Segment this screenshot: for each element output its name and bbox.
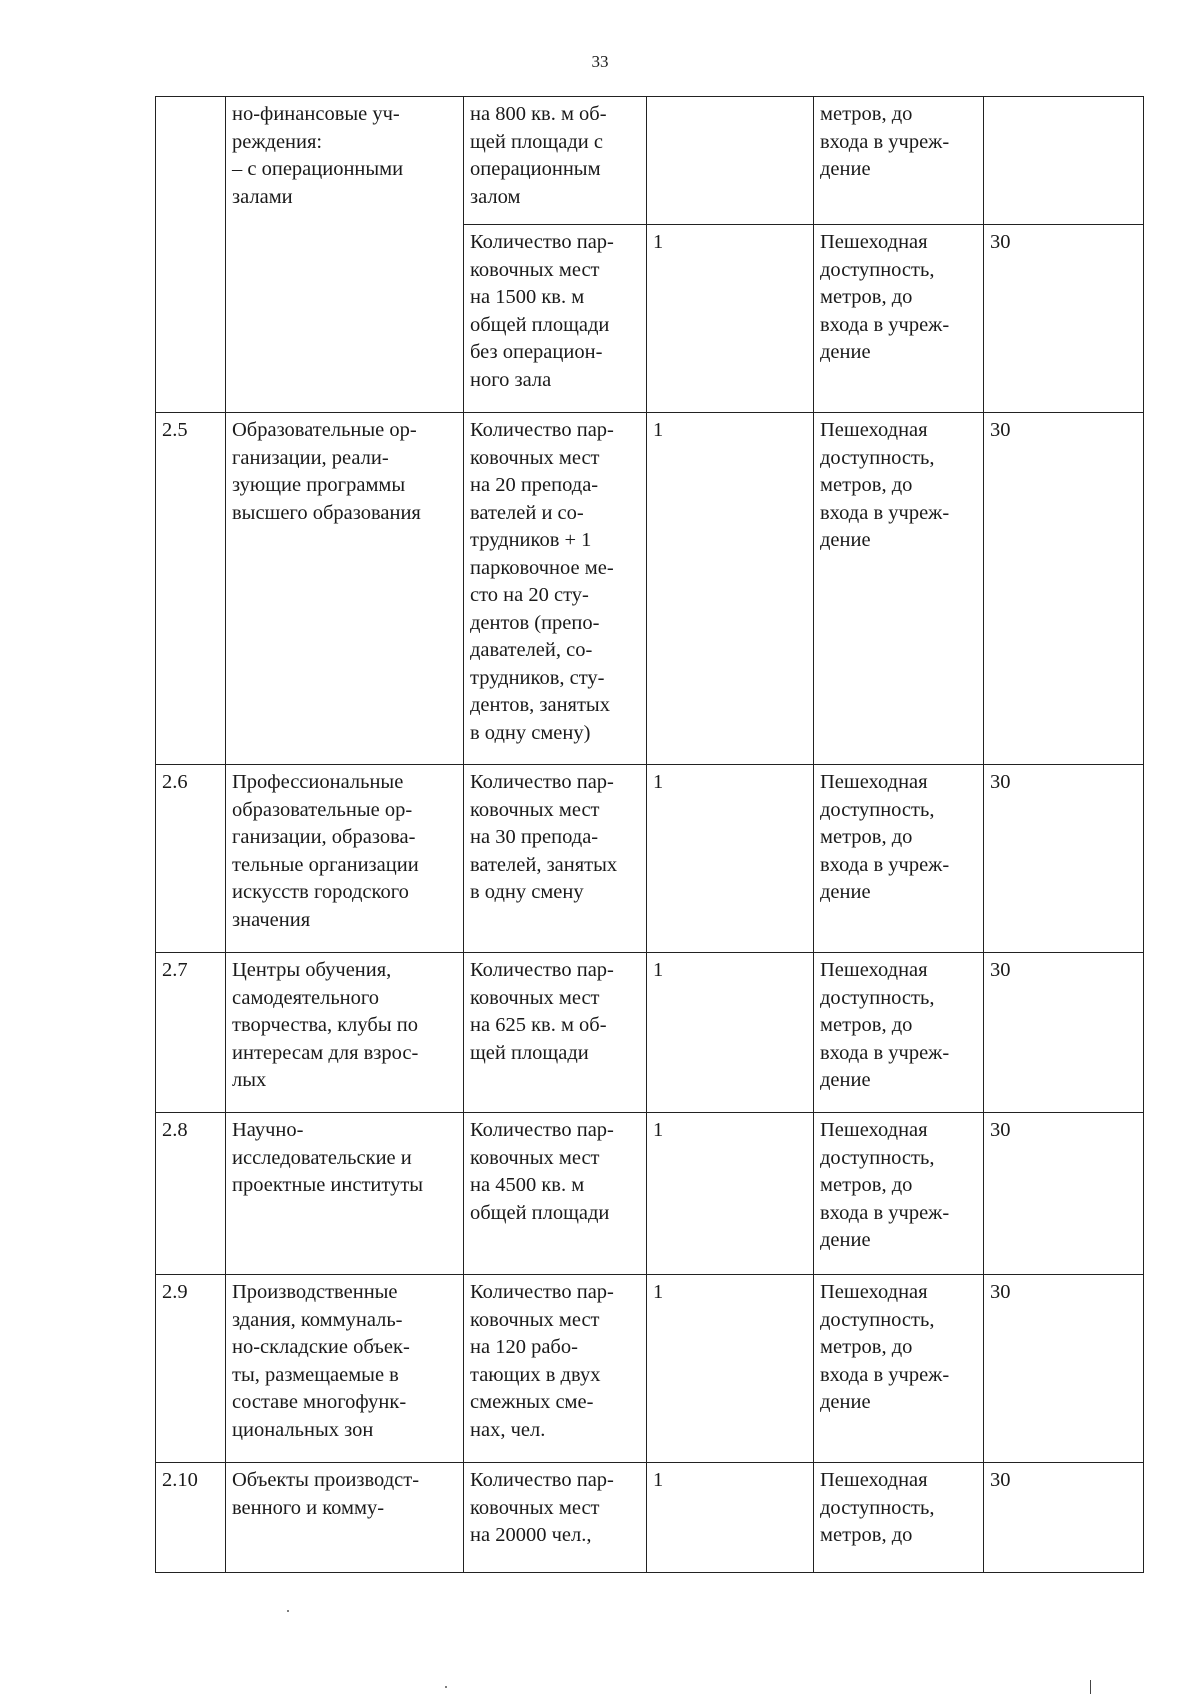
measure-cell: Количество пар- ковочных мест на 30 препода- вателей, занятых в одну смену (464, 765, 647, 953)
row-number-cell: 2.7 (156, 953, 226, 1113)
count-cell: 1 (647, 1275, 814, 1463)
count-cell: 1 (647, 1463, 814, 1573)
count-cell: 1 (647, 413, 814, 765)
table-row-2-7 (156, 953, 1144, 1113)
measure-cell: Количество пар- ковочных мест на 120 рабо- тающих в двух смежных сме- нах, чел. (464, 1275, 647, 1463)
row-number-cell: 2.5 (156, 413, 226, 765)
measure-cell: Количество пар- ковочных мест на 4500 кв. м общей площади (464, 1113, 647, 1275)
accessibility-cell: Пешеходная доступность, метров, до входа в учреж- дение (814, 413, 984, 765)
table-row-2-10 (156, 1463, 1144, 1573)
table-row-2-9 (156, 1275, 1144, 1463)
object-name-cell: Производственные здания, коммуналь- но-складские объек- ты, размещаемые в составе многофунк- циональных зон (226, 1275, 464, 1463)
object-name-cell: Научно- исследовательские и проектные институты (226, 1113, 464, 1275)
object-name-cell: Профессиональные образовательные ор- ганизации, образова- тельные организации искусств городского значения (226, 765, 464, 953)
count-cell: 1 (647, 225, 814, 413)
measure-cell: Количество пар- ковочных мест на 1500 кв. м общей площади без операцион- ного зала (464, 225, 647, 413)
scan-mark (1090, 1680, 1091, 1694)
row-number-cell: 2.9 (156, 1275, 226, 1463)
accessibility-cell: метров, до входа в учреж- дение (814, 97, 984, 225)
object-name-cell: Центры обучения, самодеятельного творчества, клубы по интересам для взрос- лых (226, 953, 464, 1113)
accessibility-cell: Пешеходная доступность, метров, до (814, 1463, 984, 1573)
accessibility-cell: Пешеходная доступность, метров, до входа в учреж- дение (814, 225, 984, 413)
row-number-cell: 2.10 (156, 1463, 226, 1573)
accessibility-cell: Пешеходная доступность, метров, до входа в учреж- дение (814, 953, 984, 1113)
object-name-cell: но-финансовые уч- реждения: – с операционными залами (226, 97, 464, 413)
table-row-2-6 (156, 765, 1144, 953)
count-cell: 1 (647, 1113, 814, 1275)
table-row-continued-a (156, 97, 1144, 225)
value-cell: 30 (984, 765, 1144, 953)
page-number: 33 (591, 52, 609, 71)
row-number-cell (156, 97, 226, 413)
table-row-2-8 (156, 1113, 1144, 1275)
value-cell: 30 (984, 953, 1144, 1113)
value-cell (984, 97, 1144, 225)
measure-cell: Количество пар- ковочных мест на 20000 чел., (464, 1463, 647, 1573)
value-cell: 30 (984, 413, 1144, 765)
value-cell: 30 (984, 1463, 1144, 1573)
value-cell: 30 (984, 1275, 1144, 1463)
parking-norms-table (155, 96, 1144, 1573)
scan-speck (287, 1610, 289, 1612)
object-name-cell: Образовательные ор- ганизации, реали- зующие программы высшего образования (226, 413, 464, 765)
count-cell (647, 97, 814, 225)
value-cell: 30 (984, 1113, 1144, 1275)
measure-cell: Количество пар- ковочных мест на 625 кв. м об- щей площади (464, 953, 647, 1113)
accessibility-cell: Пешеходная доступность, метров, до входа в учреж- дение (814, 1113, 984, 1275)
measure-cell: Количество пар- ковочных мест на 20 препода- вателей и со- трудников + 1 парковочное ме- сто на 20 сту- дентов (препо- давателей, со- трудников, сту- дентов, занятых в одну смену) (464, 413, 647, 765)
accessibility-cell: Пешеходная доступность, метров, до входа в учреж- дение (814, 1275, 984, 1463)
measure-cell: на 800 кв. м об- щей площади с операционным залом (464, 97, 647, 225)
count-cell: 1 (647, 953, 814, 1113)
accessibility-cell: Пешеходная доступность, метров, до входа в учреж- дение (814, 765, 984, 953)
value-cell: 30 (984, 225, 1144, 413)
object-name-cell: Объекты производст- венного и комму- (226, 1463, 464, 1573)
row-number-cell: 2.6 (156, 765, 226, 953)
scan-speck (445, 1686, 447, 1688)
row-number-cell: 2.8 (156, 1113, 226, 1275)
count-cell: 1 (647, 765, 814, 953)
table-row-2-5 (156, 413, 1144, 765)
